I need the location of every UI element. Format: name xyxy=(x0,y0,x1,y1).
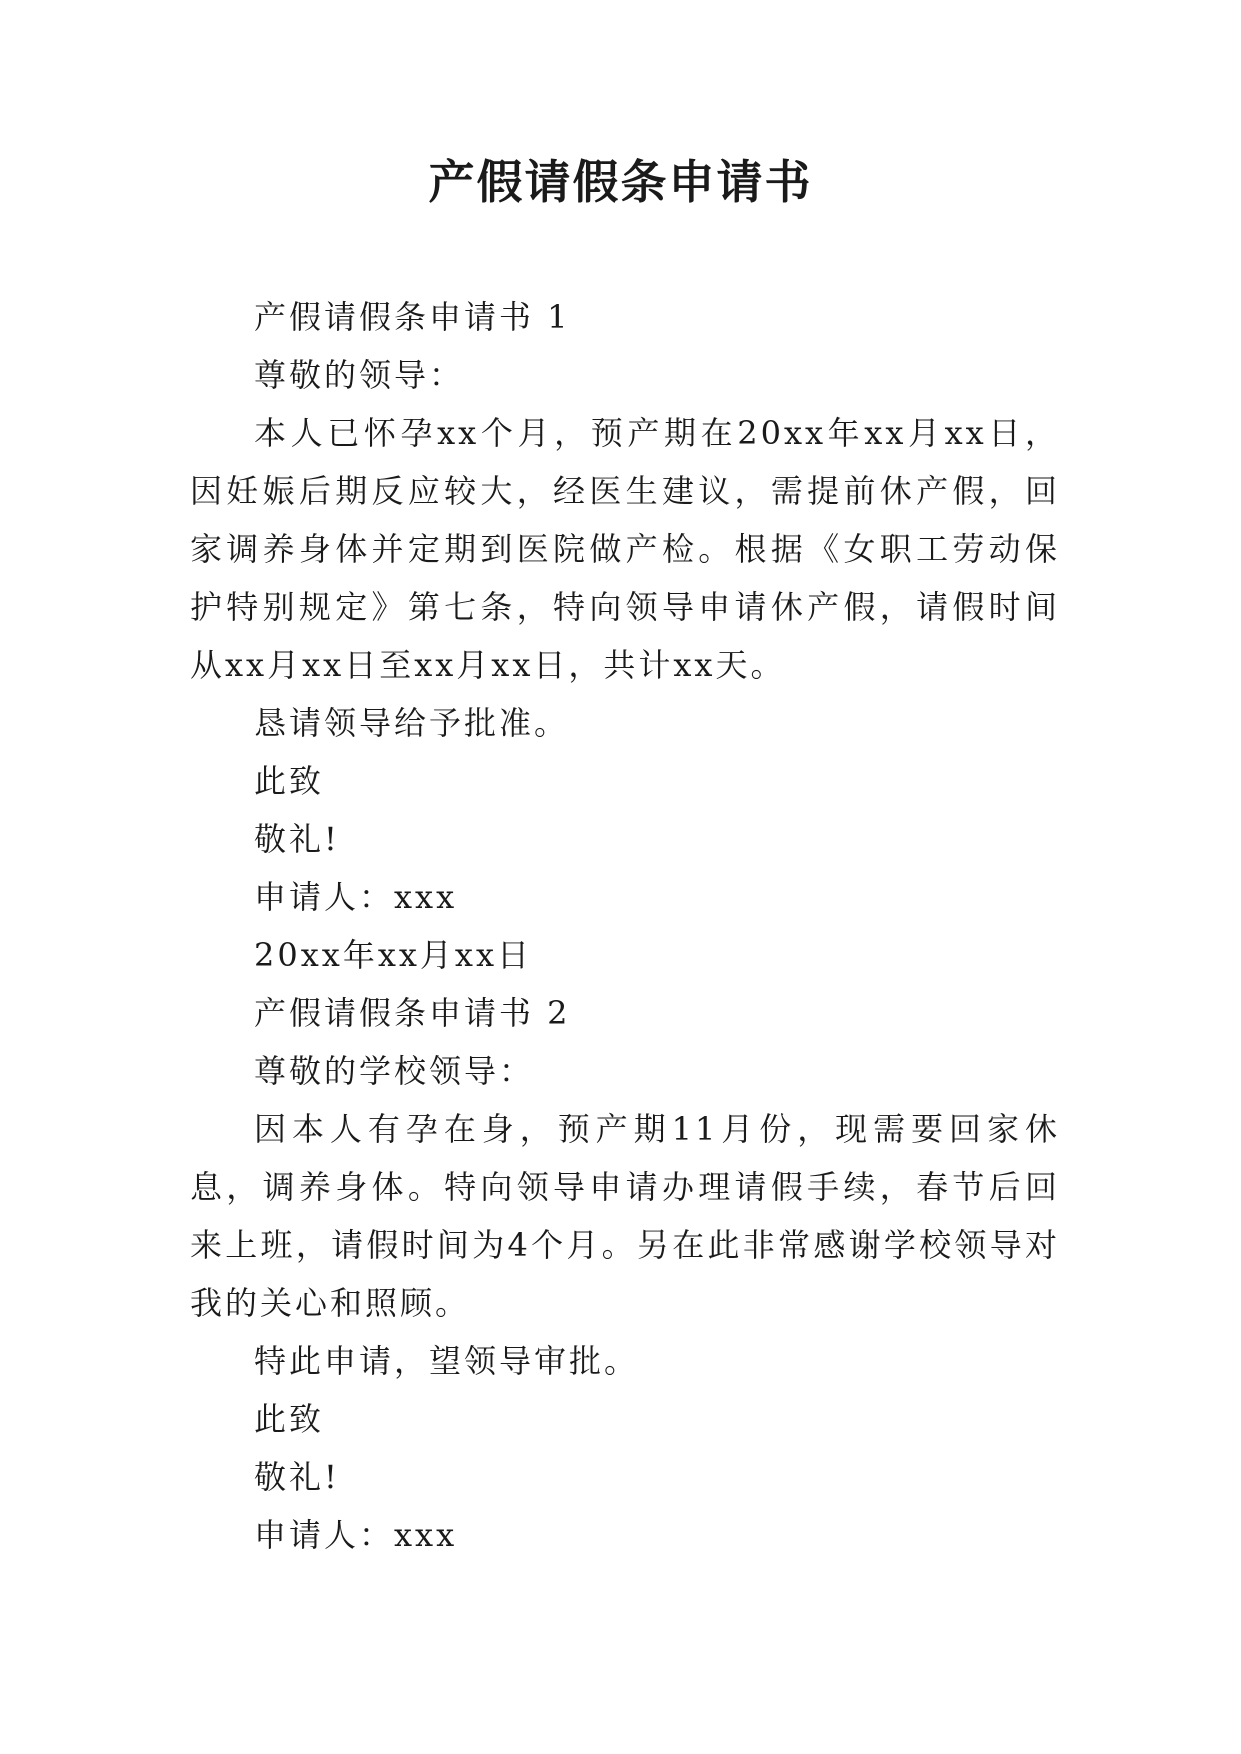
closing-salute: 敬礼! xyxy=(254,820,340,858)
applicant-line: 申请人：xxx xyxy=(254,878,458,916)
section-heading-2: 产假请假条申请书 2 xyxy=(254,994,571,1032)
applicant-line: 申请人：xxx xyxy=(254,1516,458,1554)
request-line: 特此申请，望领导审批。 xyxy=(254,1342,640,1380)
request-line: 恳请领导给予批准。 xyxy=(254,704,570,742)
salutation: 尊敬的学校领导： xyxy=(254,1052,535,1090)
closing-salute: 敬礼! xyxy=(254,1458,340,1496)
salutation: 尊敬的领导： xyxy=(254,356,465,394)
document-body xyxy=(190,288,1060,1564)
body-paragraph: 本人已怀孕xx个月，预产期在20xx年xx月xx日，因妊娠后期反应较大，经医生建议，需提前休产假，回家调养身体并定期到医院做产检。根据《女职工劳动保护特别规定》第七条，特向领导申请休产假，请假时间从xx月xx日至xx月xx日，共计xx天。 xyxy=(190,414,1060,684)
date-line: 20xx年xx月xx日 xyxy=(254,936,533,974)
body-paragraph: 因本人有孕在身，预产期11月份，现需要回家休息，调养身体。特向领导申请办理请假手续，春节后回来上班，请假时间为4个月。另在此非常感谢学校领导对我的关心和照顾。 xyxy=(190,1110,1060,1322)
closing-line: 此致 xyxy=(254,1400,325,1438)
section-heading-1: 产假请假条申请书 1 xyxy=(254,298,571,336)
document-title: 产假请假条申请书 xyxy=(428,155,813,209)
closing-line: 此致 xyxy=(254,762,325,800)
